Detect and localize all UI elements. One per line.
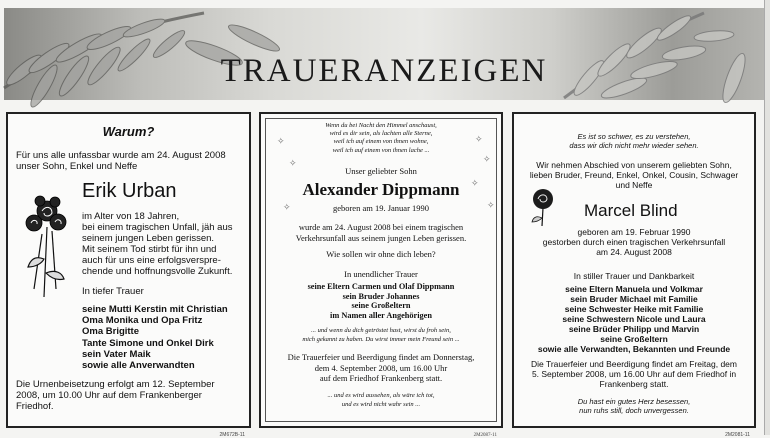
- ad-question: Wie sollen wir ohne dich leben?: [326, 249, 436, 259]
- ending-line: und es wird nicht wahr sein ...: [341, 400, 421, 408]
- opening-quote: [520, 132, 748, 150]
- ad-prelude: Unser geliebter Sohn: [345, 166, 417, 176]
- funeral-line: dem 4. September 2008, um 16.00 Uhr: [314, 362, 448, 373]
- born-line: gestorben durch einen tragischen Verkehrsunfall: [542, 237, 726, 247]
- burial-notice: [16, 379, 243, 412]
- star-icon: ✧: [277, 136, 285, 146]
- mourning-heading: In tiefer Trauer: [82, 286, 144, 297]
- page-edge: [764, 0, 770, 435]
- poem-line: ... und wenn du dich getröstet hast, wirst du froh sein,: [311, 327, 451, 334]
- star-icon: ✧: [483, 154, 491, 164]
- body-line: seinem jungen Leben gerissen.: [82, 233, 215, 244]
- body-line: bei einem tragischen Unfall, jäh aus: [82, 222, 233, 233]
- quote-line: weil ich auf einem von ihnen wohne,: [333, 138, 429, 146]
- born-line: geboren am 19. Februar 1990: [577, 227, 691, 237]
- obituary-erik-urban: [6, 112, 251, 438]
- ad-intro: [16, 150, 243, 172]
- life-dates: [520, 227, 748, 257]
- body-line: Verkehrsunfall aus seinem jungen Leben gerissen.: [295, 232, 467, 243]
- mourners-list: [82, 304, 245, 371]
- body-line: auch für uns eine erfolgsverspre-: [82, 255, 221, 266]
- mourner: seine Mutti Kerstin mit Christian: [82, 304, 228, 315]
- mourner: im Namen aller Angehörigen: [330, 310, 432, 320]
- quote-line: weil ich auf einem von ihnen lache ...: [332, 146, 430, 154]
- mourners-list: [520, 284, 748, 354]
- mourner: Oma Monika und Opa Fritz: [82, 315, 203, 327]
- poem-quote: [271, 327, 491, 344]
- funeral-notice: [271, 352, 491, 384]
- mourner: Oma Brigitte: [82, 326, 140, 338]
- funeral-line: auf dem Friedhof Frankenberg statt.: [319, 373, 443, 383]
- ad-code: 2M2081-11: [725, 432, 750, 438]
- mourner: Tante Simone und Onkel Dirk: [82, 337, 214, 349]
- closing-quote: [271, 392, 491, 409]
- intro-line: Für uns alle unfassbar wurde am 24. August 2008: [16, 150, 226, 161]
- body-line: Mit seinem Tod stirbt für ihn und: [82, 244, 217, 255]
- funeral-line: Die Trauerfeier und Beerdigung findet am Donnerstag,: [287, 352, 475, 362]
- mourner: seine Schwester Heike mit Familie: [564, 304, 704, 314]
- mourning-heading: In unendlicher Trauer: [344, 269, 418, 279]
- funeral-line: 5. September 2008, um 16.00 Uhr auf dem Friedhof in: [531, 369, 737, 379]
- obituary-alexander-dippmann: [259, 112, 503, 438]
- obituary-marcel-blind: [512, 112, 756, 438]
- footer-line: Die Urnenbeisetzung erfolgt am 12. September: [16, 379, 215, 390]
- ad-code: 2M672B-11: [219, 432, 245, 438]
- deceased-name: Marcel Blind: [584, 201, 678, 220]
- funeral-line: Die Trauerfeier und Beerdigung findet am Freitag, dem: [530, 359, 737, 369]
- poem-line: mich gekannt zu haben. Du wirst immer mein Freund sein ...: [302, 335, 460, 343]
- ending-line: nun ruhs still, doch unvergessen.: [579, 406, 689, 415]
- birth-date: geboren am 19. Januar 1990: [332, 203, 430, 213]
- mourner: sein Bruder Johannes: [342, 291, 420, 301]
- mourner: seine Schwestern Nicole und Laura: [562, 314, 706, 324]
- mourner: seine Großeltern: [600, 334, 668, 344]
- closing-quote: [520, 397, 748, 415]
- star-icon: ✧: [487, 200, 495, 210]
- ending-line: ... und es wird aussehen, als wäre ich tot,: [327, 392, 435, 399]
- ad-heading: Warum?: [102, 124, 155, 139]
- body-line: chende und hoffnungsvolle Zukunft.: [82, 266, 233, 277]
- footer-line: Friedhof.: [16, 401, 54, 412]
- mourning-heading: In stiller Trauer und Dankbarkeit: [573, 271, 695, 281]
- star-icon: ✧: [289, 158, 297, 168]
- page-title: TRAUERANZEIGEN: [220, 53, 548, 89]
- quote-line: wird es dir sein, als lachten alle Sterne,: [329, 130, 433, 138]
- star-icon: ✧: [283, 202, 291, 212]
- mourner: sein Bruder Michael mit Familie: [570, 294, 698, 304]
- mourner: seine Großeltern: [351, 301, 411, 311]
- star-icon: ✧: [471, 178, 479, 188]
- rose-icon: [22, 189, 72, 299]
- funeral-line: Frankenberg statt.: [599, 379, 669, 389]
- deceased-name: Alexander Dippmann: [302, 180, 460, 199]
- mourner: seine Eltern Carmen und Olaf Dippmann: [307, 282, 455, 291]
- ending-line: Du hast ein gutes Herz besessen,: [577, 397, 691, 406]
- body-line: wurde am 24. August 2008 bei einem tragischen: [298, 222, 464, 232]
- deceased-name: Erik Urban: [82, 180, 177, 202]
- mourner: sein Vater Maik: [82, 348, 151, 360]
- born-line: am 24. August 2008: [596, 247, 672, 257]
- intro-line: unser Sohn, Enkel und Neffe: [16, 161, 138, 172]
- ad-body: [82, 211, 243, 277]
- mourner: seine Brüder Philipp und Marvin: [568, 324, 700, 334]
- funeral-notice: [520, 359, 748, 389]
- mourner: sowie alle Anverwandten: [82, 360, 195, 372]
- ad-body: [271, 222, 491, 243]
- opening-quote: [281, 122, 481, 155]
- ad-code: 2M2087-11: [473, 433, 497, 438]
- mourners-list: [267, 282, 495, 320]
- mourner: seine Eltern Manuela und Volkmar: [565, 284, 703, 294]
- star-icon: ✧: [475, 134, 483, 144]
- header-banner: [4, 8, 764, 100]
- mourner: sowie alle Verwandten, Bekannten und Freunde: [537, 344, 731, 354]
- quote-line: dass wir dich nicht mehr wieder sehen.: [569, 141, 699, 150]
- rose-icon: [528, 186, 558, 228]
- quote-line: Wenn du bei Nacht den Himmel anschaust,: [325, 122, 437, 129]
- body-line: im Alter von 18 Jahren,: [82, 211, 180, 222]
- intro-line: und Neffe: [615, 180, 653, 190]
- footer-line: 2008, um 10.00 Uhr auf dem Frankenberger: [16, 390, 202, 401]
- intro-line: lieben Bruder, Freund, Enkel, Onkel, Cousin, Schwager: [529, 170, 739, 180]
- quote-line: Es ist so schwer, es zu verstehen,: [577, 132, 691, 141]
- intro-line: Wir nehmen Abschied von unserem geliebten Sohn,: [536, 160, 732, 170]
